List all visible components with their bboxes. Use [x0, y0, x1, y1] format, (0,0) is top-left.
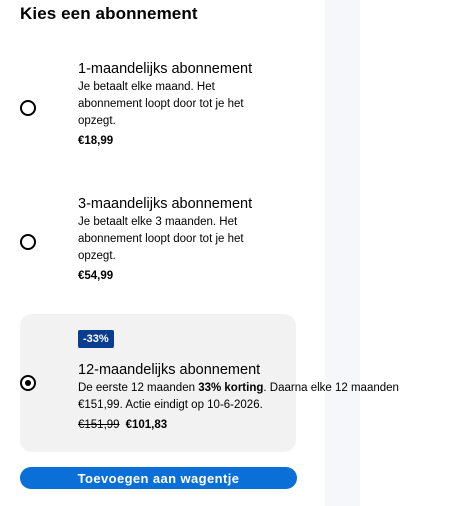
option-description: [78, 79, 252, 130]
option-description-line: abonnement loopt door tot je het: [78, 98, 244, 110]
desc-text: De eerste 12 maanden: [78, 382, 199, 394]
option-description: [78, 214, 252, 265]
option-price: €18,99: [78, 135, 114, 147]
option-description-line: Je betaalt elke 3 maanden. Het: [78, 216, 238, 228]
radio-12-month[interactable]: [20, 375, 36, 391]
radio-1-month[interactable]: [20, 100, 36, 116]
option-description-line: Je betaalt elke maand. Het: [78, 81, 215, 93]
option-1-month[interactable]: [78, 60, 252, 147]
option-price: €101,83: [125, 419, 168, 431]
option-description-line: €151,99. Actie eindigt op 10-6-2026.: [78, 399, 263, 411]
option-price: €54,99: [78, 270, 114, 282]
radio-3-month[interactable]: [20, 234, 36, 250]
old-price: €151,99: [78, 419, 120, 431]
desc-highlight: 33% korting: [198, 382, 264, 394]
option-description-line: opzegt.: [78, 115, 116, 127]
desc-text: . Daarna elke 12 maanden: [263, 382, 399, 394]
discount-badge: -33%: [78, 330, 114, 348]
option-description-line: [78, 380, 399, 397]
option-3-month[interactable]: [78, 195, 252, 282]
option-name: 3-maandelijks abonnement: [78, 196, 253, 212]
option-name: 1-maandelijks abonnement: [78, 61, 253, 77]
option-description-line: abonnement loopt door tot je het: [78, 233, 244, 245]
option-name: 12-maandelijks abonnement: [78, 362, 261, 378]
option-price-row: [78, 419, 399, 431]
option-description-line: opzegt.: [78, 250, 116, 262]
page-title: Kies een abonnement: [20, 4, 198, 23]
option-12-month[interactable]: [78, 361, 399, 431]
option-description: [78, 380, 399, 414]
add-to-cart-button[interactable]: Toevoegen aan wagentje: [20, 467, 297, 489]
